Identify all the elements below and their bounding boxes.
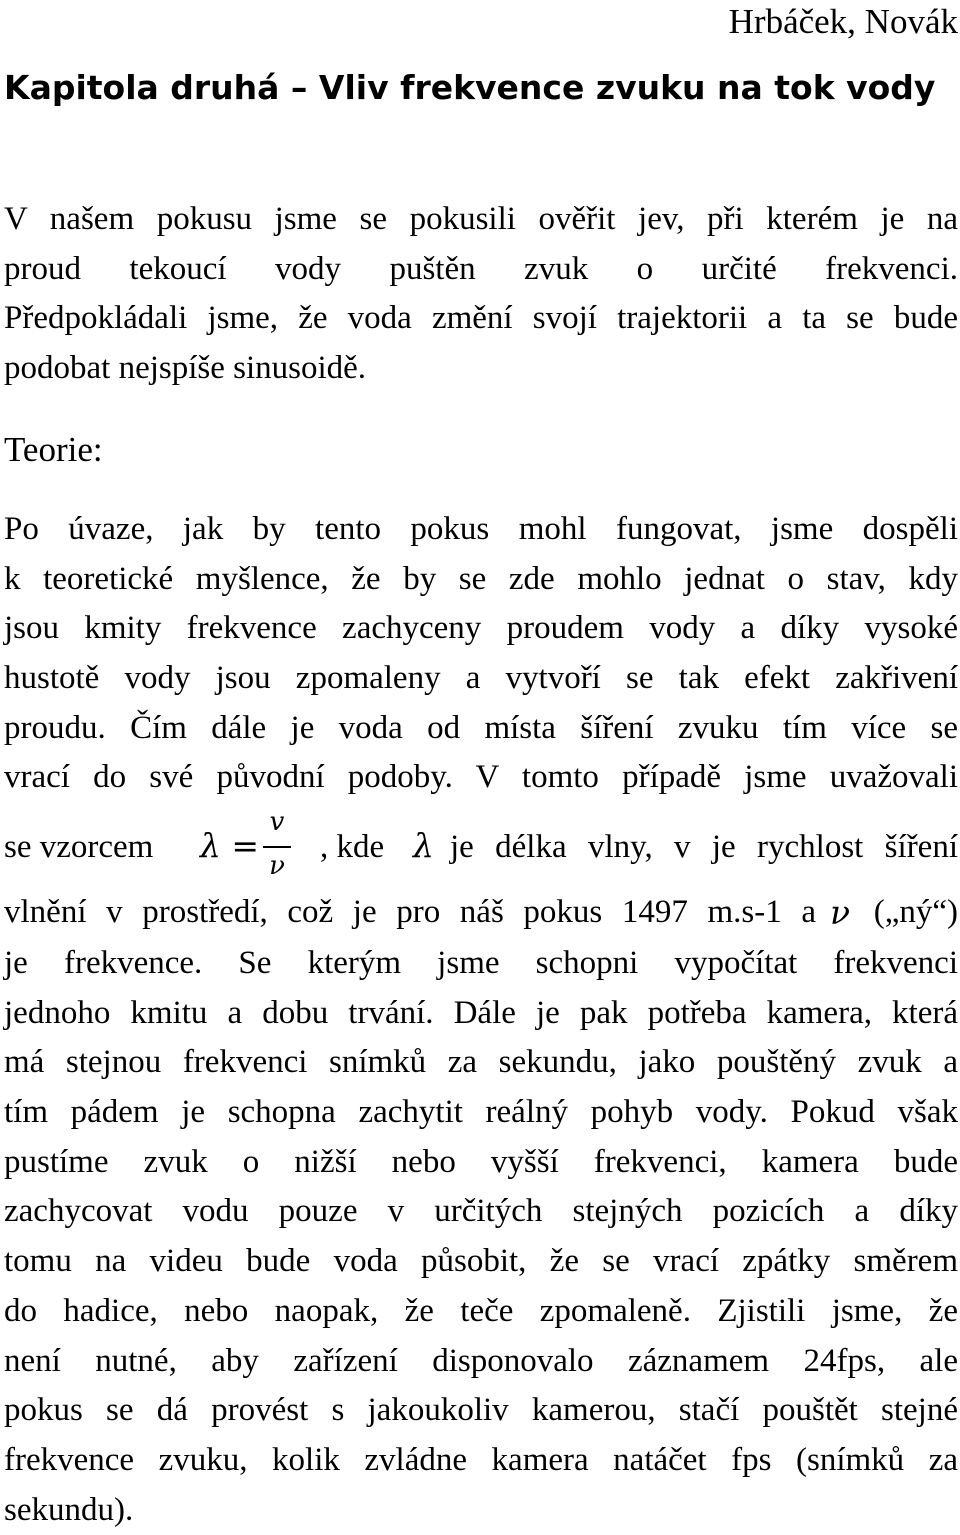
intro-paragraph [4, 195, 958, 394]
formula-lhs: λ = [200, 826, 260, 865]
theory-line: Po úvaze, jak by tento pokus mohl fungovat, jsme dospěli [4, 511, 958, 547]
theory-line: k teoretické myšlence, že by se zde mohlo jednat o stav, kdy [4, 560, 958, 597]
fraction-bar [263, 846, 291, 848]
theory-line: jsou kmity frekvence zachyceny proudem vody a díky vysoké [4, 610, 958, 647]
formula-kde-text: , kde [320, 829, 385, 865]
chapter-title: Kapitola druhá – Vliv frekvence zvuku na tok vody [4, 68, 936, 107]
nu-line-before: vlnění v prostředí, což je pro náš pokus 1497 m.s-1 a [4, 894, 816, 930]
fraction-numerator: v [269, 807, 285, 837]
intro-line: podobat nejspíše sinusoidě. [4, 350, 367, 387]
theory-line: tím pádem je schopna zachytit reálný pohyb vody. Pokud však [4, 1094, 958, 1131]
theory-line: sekundu). [4, 1491, 134, 1528]
theory-heading: Teorie: [4, 430, 103, 469]
intro-line: V našem pokusu jsme se pokusili ověřit jev, při kterém je na [4, 201, 958, 237]
theory-line: není nutné, aby zařízení disponovalo záznamem 24fps, ale [4, 1342, 958, 1379]
header-authors: Hrbáček, Novák [728, 2, 958, 41]
formula-fraction [257, 807, 297, 887]
theory-line: jednoho kmitu a dobu trvání. Dále je pak potřeba kamera, která [4, 994, 958, 1031]
nu-line-after: („ný“) [873, 894, 958, 930]
theory-line: do hadice, nebo naopak, že teče zpomaleně. Zjistili jsme, že [4, 1292, 958, 1329]
theory-line: zachycovat vodu pouze v určitých stejných pozicích a díky [4, 1193, 958, 1230]
theory-line: pokus se dá provést s jakoukoliv kamerou, stačí pouštět stejné [4, 1392, 958, 1429]
theory-line: proudu. Čím dále je voda od místa šíření zvuku tím více se [4, 709, 958, 746]
theory-nu-line [4, 888, 958, 938]
intro-line: proud tekoucí vody puštěn zvuk o určité frekvenci. [4, 250, 958, 287]
formula-intro-text: se vzorcem [4, 829, 154, 865]
theory-line: vrací do své původní podoby. V tomto případě jsme uvažovali [4, 759, 958, 796]
theory-line: pustíme zvuk o nižší nebo vyšší frekvenci, kamera bude [4, 1143, 958, 1180]
theory-line: má stejnou frekvenci snímků za sekundu, jako pouštěný zvuk a [4, 1044, 958, 1081]
theory-paragraph-continued [4, 939, 958, 1535]
theory-line: hustotě vody jsou zpomaleny a vytvoří se tak efekt zakřivení [4, 660, 958, 697]
theory-paragraph [4, 505, 958, 803]
fraction-denominator: ν [269, 851, 285, 881]
formula-line [4, 807, 958, 887]
formula-lambda: λ [413, 826, 434, 865]
theory-line: tomu na videu bude voda působit, že se vrací zpátky směrem [4, 1243, 958, 1280]
formula-after-text: je délka vlny, v je rychlost šíření [450, 829, 958, 865]
theory-line: frekvence zvuku, kolik zvládne kamera natáčet fps (snímků za [4, 1441, 958, 1478]
nu-symbol: ν [830, 893, 851, 932]
theory-line: je frekvence. Se kterým jsme schopni vypočítat frekvenci [4, 945, 958, 981]
intro-line: Předpokládali jsme, že voda změní svojí trajektorii a ta se bude [4, 300, 958, 337]
